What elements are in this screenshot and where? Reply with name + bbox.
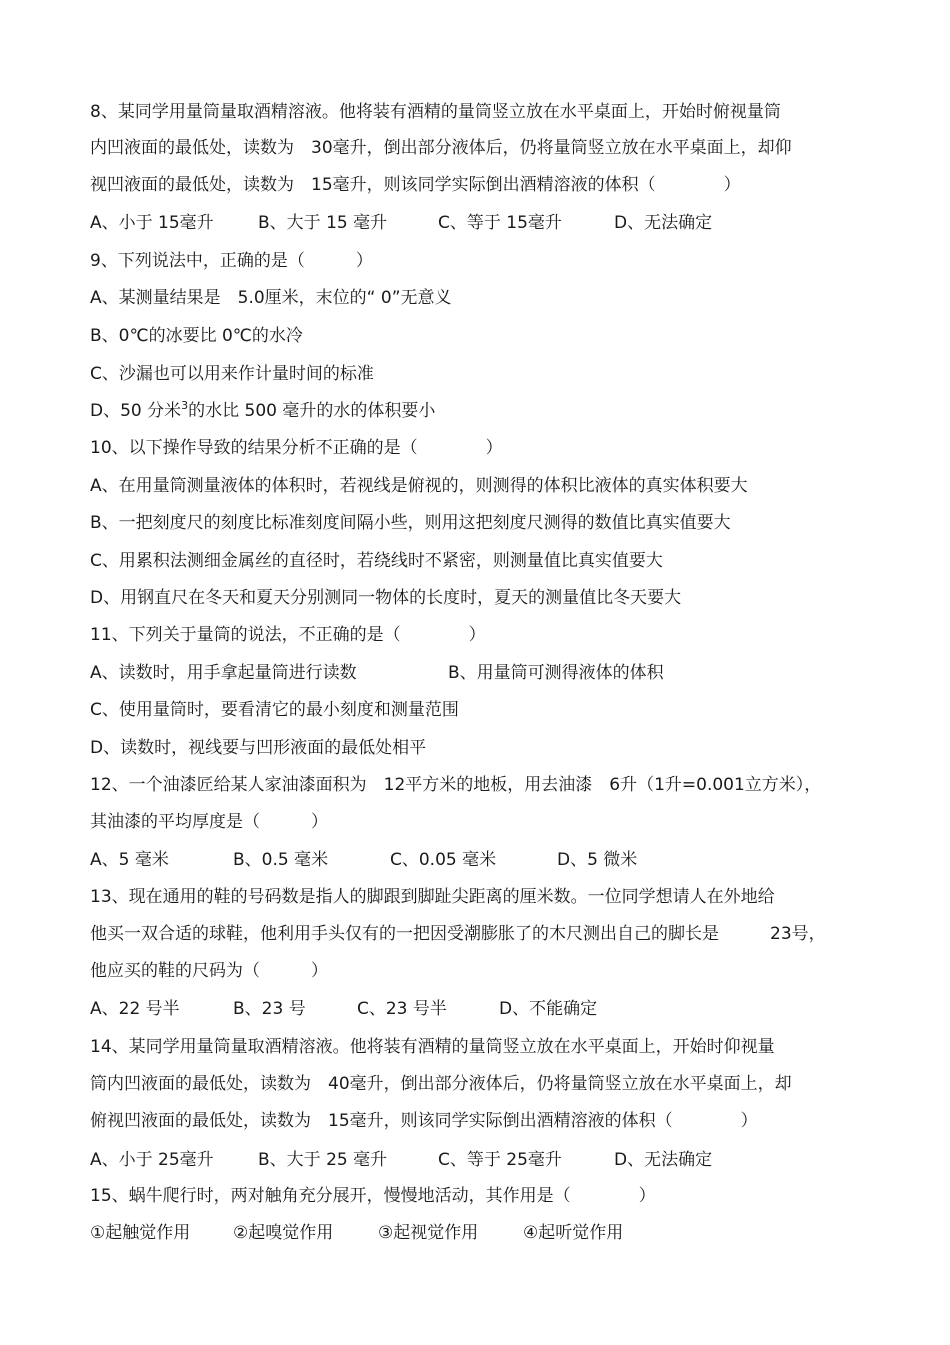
q12-option-d: D、5 微米 (557, 850, 638, 870)
q9-option-d (90, 399, 435, 423)
q9-option-a: A、某测量结果是 5.0厘米，末位的“ 0”无意义 (90, 288, 452, 308)
q11-option-a: A、读数时，用手拿起量筒进行读数 (90, 663, 357, 683)
q14-option-d: D、无法确定 (614, 1150, 713, 1170)
q10-stem: 10、以下操作导致的结果分析不正确的是（ ） (90, 438, 503, 458)
q8-stem-line-1: 8、某同学用量筒量取酒精溶液。他将装有酒精的量筒竖立放在水平桌面上，开始时俯视量筒 (90, 102, 781, 122)
q10-option-d: D、用钢直尺在冬天和夏天分别测同一物体的长度时，夏天的测量值比冬天要大 (90, 588, 682, 608)
q12-stem-line-2: 其油漆的平均厚度是（ ） (90, 812, 328, 832)
q8-option-b: B、大于 15 毫升 (258, 213, 388, 233)
q14-stem-line-3: 俯视凹液面的最低处，读数为 15毫升，则该同学实际倒出酒精溶液的体积（ ） (90, 1111, 758, 1131)
q15-option-3: ③起视觉作用 (378, 1223, 479, 1243)
q11-option-c: C、使用量筒时，要看清它的最小刻度和测量范围 (90, 700, 459, 720)
q9-option-d-prefix: D、50 分米 (90, 401, 182, 421)
q11-option-d: D、读数时，视线要与凹形液面的最低处相平 (90, 738, 427, 758)
q10-option-a: A、在用量筒测量液体的体积时，若视线是俯视的，则测得的体积比液体的真实体积要大 (90, 476, 748, 496)
q8-stem-line-3: 视凹液面的最低处，读数为 15毫升，则该同学实际倒出酒精溶液的体积（ ） (90, 175, 741, 195)
q9-option-b: B、0℃的冰要比 0℃的水冷 (90, 326, 303, 346)
q12-option-c: C、0.05 毫米 (390, 850, 497, 870)
q13-stem-line-3: 他应买的鞋的尺码为（ ） (90, 961, 328, 981)
q13-option-b: B、23 号 (233, 999, 306, 1019)
q10-option-c: C、用累积法测细金属丝的直径时，若绕线时不紧密，则测量值比真实值要大 (90, 551, 663, 571)
q13-option-d: D、不能确定 (499, 999, 598, 1019)
q8-option-a: A、小于 15毫升 (90, 213, 214, 233)
q13-option-a: A、22 号半 (90, 999, 180, 1019)
q11-options-row-1 (90, 661, 850, 685)
q14-option-a: A、小于 25毫升 (90, 1150, 214, 1170)
q13-stem-line-1: 13、现在通用的鞋的号码数是指人的脚跟到脚趾尖距离的厘米数。一位同学想请人在外地给 (90, 887, 775, 907)
q14-option-c: C、等于 25毫升 (438, 1150, 562, 1170)
q9-stem: 9、下列说法中，正确的是（ ） (90, 251, 373, 271)
q9-option-d-suffix: 的水比 500 毫升的水的体积要小 (188, 401, 436, 421)
q15-stem: 15、蜗牛爬行时，两对触角充分展开，慢慢地活动，其作用是（ ） (90, 1186, 656, 1206)
q11-stem: 11、下列关于量筒的说法，不正确的是（ ） (90, 625, 486, 645)
q13-option-c: C、23 号半 (357, 999, 447, 1019)
q8-options (90, 211, 850, 235)
q8-stem-line-2: 内凹液面的最低处，读数为 30毫升，倒出部分液体后，仍将量筒竖立放在水平桌面上，却仰 (90, 138, 792, 158)
q8-option-c: C、等于 15毫升 (438, 213, 562, 233)
q12-option-a: A、5 毫米 (90, 850, 169, 870)
q14-stem-line-2: 筒内凹液面的最低处，读数为 40毫升，倒出部分液体后，仍将量筒竖立放在水平桌面上，却 (90, 1074, 792, 1094)
q13-options (90, 997, 850, 1021)
q15-options (90, 1221, 850, 1245)
q8-option-d: D、无法确定 (614, 213, 713, 233)
q12-options (90, 848, 850, 872)
q9-option-d-superscript: 3 (181, 399, 189, 412)
q9-option-c: C、沙漏也可以用来作计量时间的标准 (90, 364, 374, 384)
q15-option-4: ④起听觉作用 (523, 1223, 624, 1243)
q10-option-b: B、一把刻度尺的刻度比标准刻度间隔小些，则用这把刻度尺测得的数值比真实值要大 (90, 513, 731, 533)
q14-stem-line-1: 14、某同学用量筒量取酒精溶液。他将装有酒精的量筒竖立放在水平桌面上，开始时仰视量 (90, 1037, 775, 1057)
q12-option-b: B、0.5 毫米 (233, 850, 329, 870)
q15-option-1: ①起触觉作用 (90, 1223, 191, 1243)
q14-option-b: B、大于 25 毫升 (258, 1150, 388, 1170)
q12-stem-line-1: 12、一个油漆匠给某人家油漆面积为 12平方米的地板，用去油漆 6升（1升=0.001立方米）， (90, 775, 822, 795)
q14-options (90, 1148, 850, 1172)
q11-option-b: B、用量筒可测得液体的体积 (448, 663, 664, 683)
q13-stem-line-2: 他买一双合适的球鞋，他利用手头仅有的一把因受潮膨胀了的木尺测出自己的脚长是 23号， (90, 924, 826, 944)
q15-option-2: ②起嗅觉作用 (233, 1223, 334, 1243)
